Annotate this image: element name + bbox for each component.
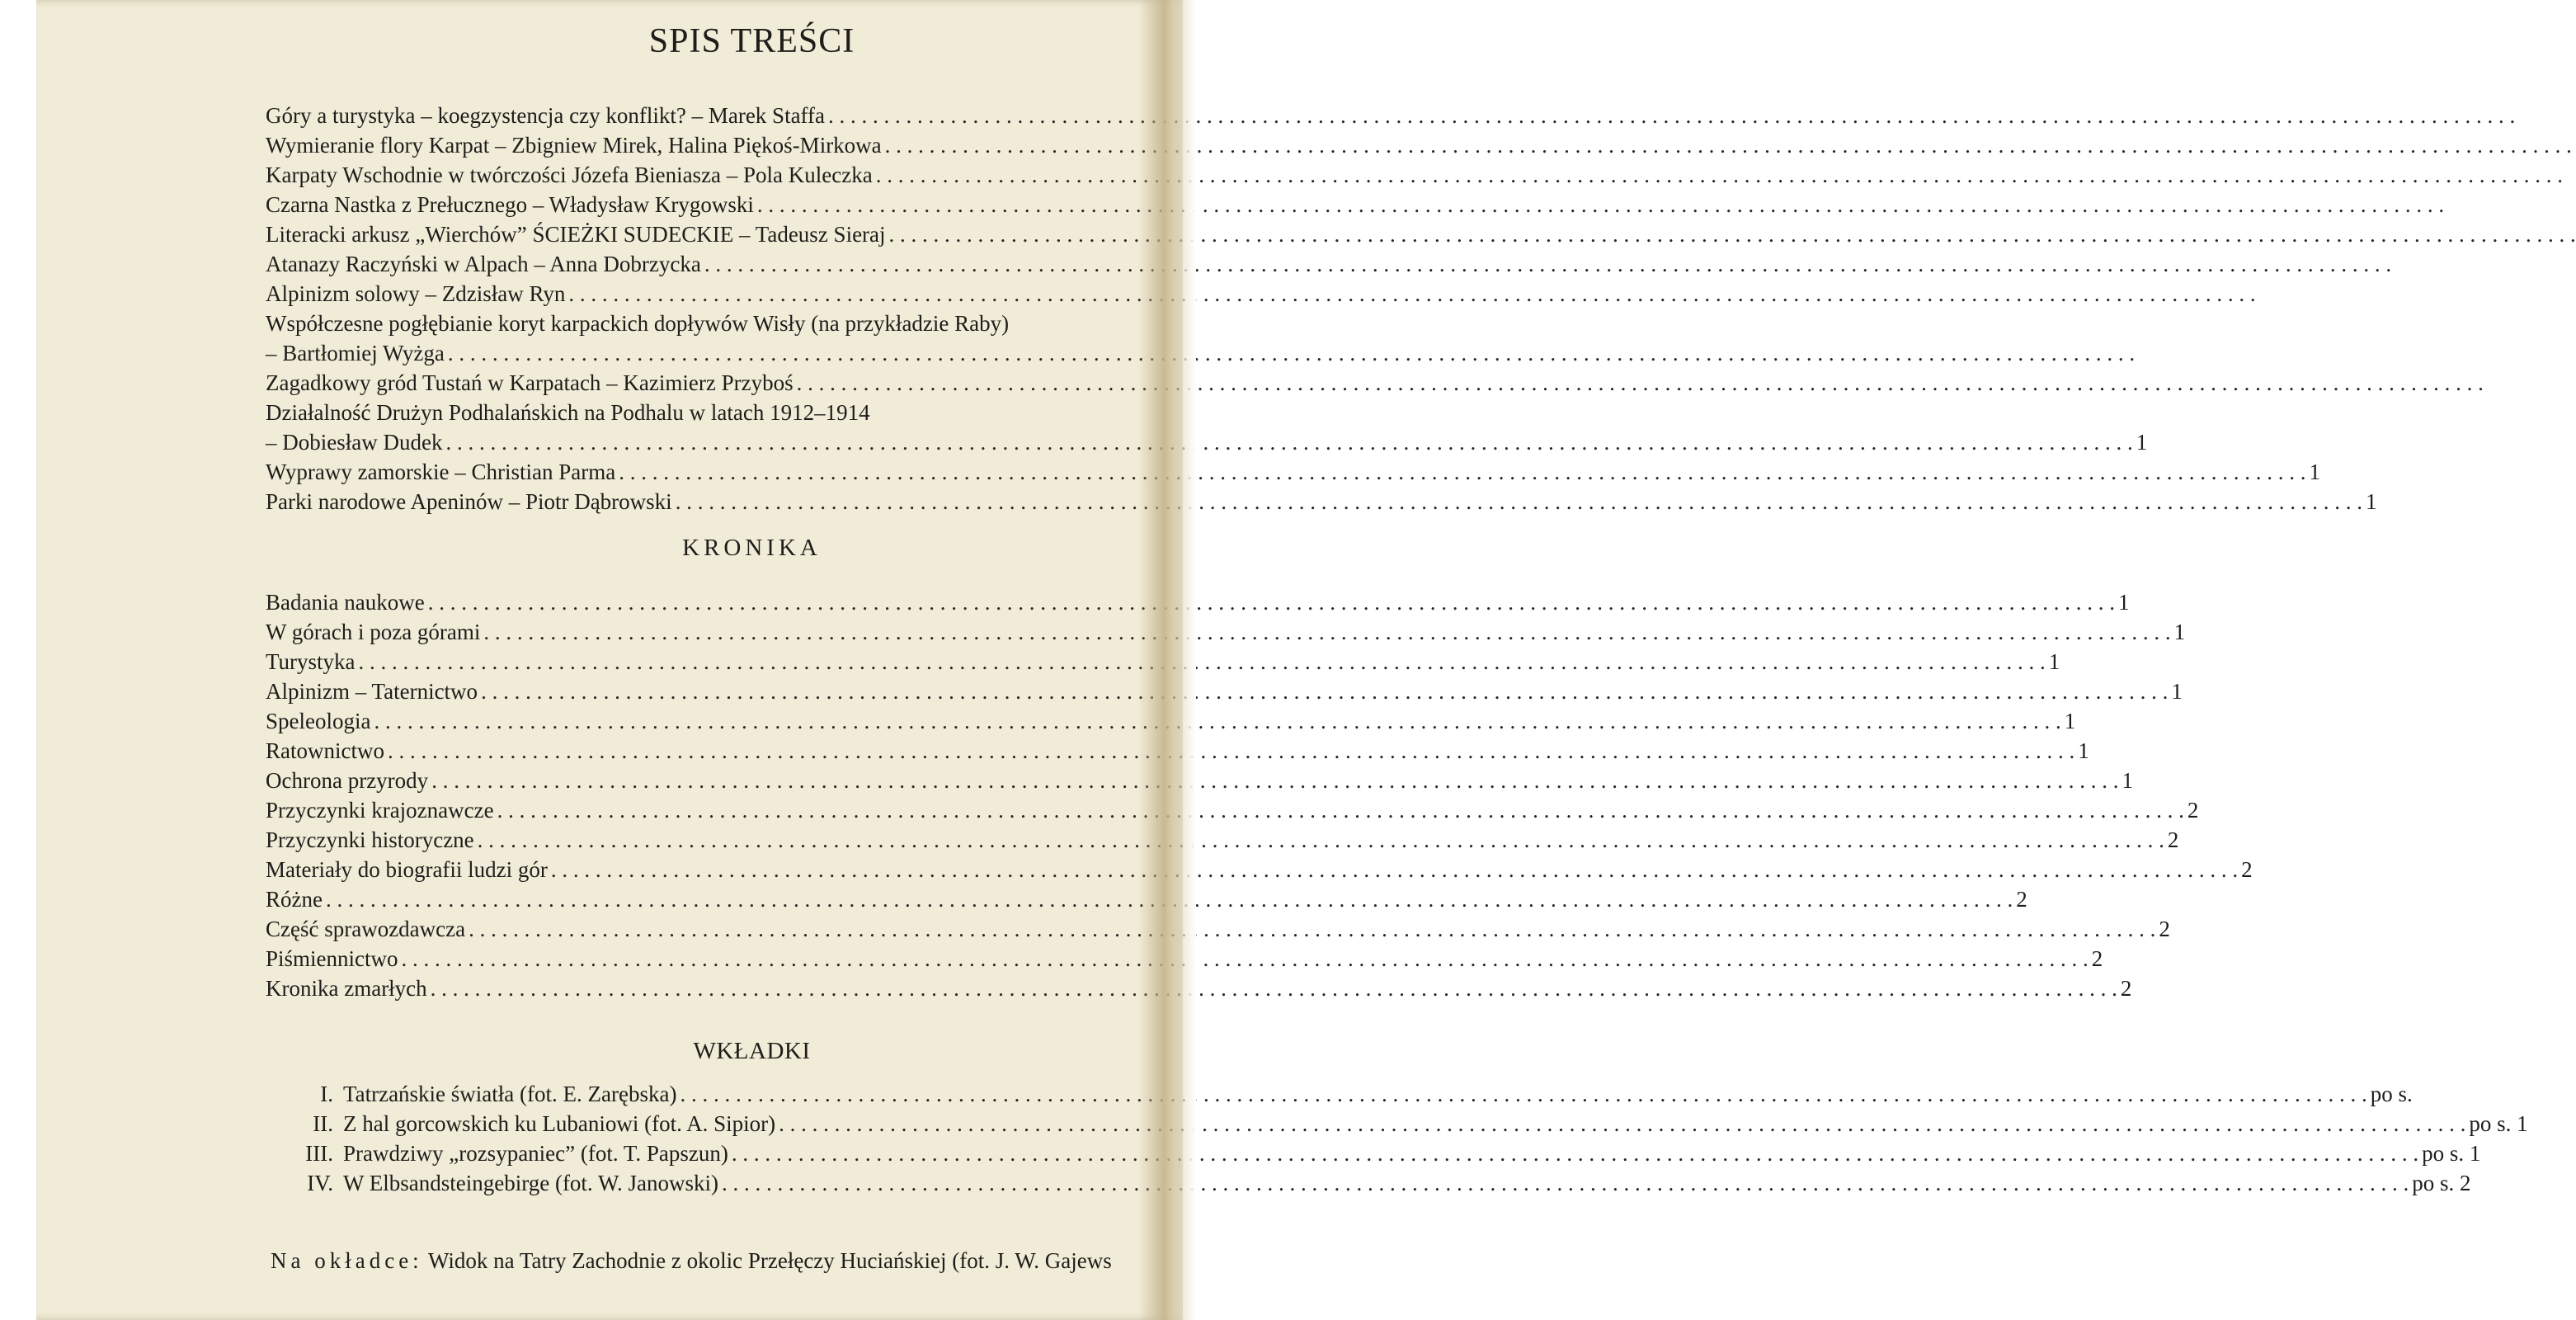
- cover-note-text: Widok na Tatry Zachodnie z okolic Przełęczy Huciańskiej (fot. J. W. Gajews: [427, 1248, 1112, 1273]
- entry-title: Góry a turystyka – koegzystencja czy konflikt? – Marek Staffa: [266, 103, 826, 128]
- dot-leader: [469, 914, 2155, 944]
- list-item: [266, 279, 1189, 309]
- page-reference: po s.: [2370, 1082, 2413, 1106]
- list-item: [266, 427, 2148, 457]
- dot-leader: [445, 427, 2132, 457]
- dot-leader: [359, 647, 2046, 676]
- page-number: 1: [2136, 430, 2148, 455]
- dot-leader: [478, 825, 2164, 855]
- list-item: [266, 647, 2060, 676]
- entry-title: W górach i poza górami: [266, 620, 481, 644]
- dot-leader: [722, 1168, 2409, 1198]
- entry-title: Materiały do biografii ludzi gór: [266, 857, 548, 882]
- dot-leader: [431, 974, 2117, 1003]
- entry-title: Speleologia: [266, 709, 371, 733]
- dot-leader: [551, 855, 2238, 884]
- list-item: [266, 825, 2179, 855]
- list-item: [266, 368, 1189, 398]
- entry-title: Ochrona przyrody: [266, 768, 429, 793]
- list-item: [266, 766, 2133, 795]
- entry-title: Alpinizm solowy – Zdzisław Ryn: [266, 281, 566, 306]
- list-item: [266, 914, 2170, 944]
- entry-title: Z hal gorcowskich ku Lubaniowi (fot. A. Sipior): [343, 1111, 776, 1136]
- page-reference: po s. 2: [2412, 1171, 2471, 1195]
- page-reference: po s. 1: [2469, 1111, 2528, 1136]
- cover-note: [271, 1248, 1112, 1274]
- entry-title: Literacki arkusz „Wierchów” ŚCIEŻKI SUDECKIE – Tadeusz Sieraj: [266, 222, 886, 247]
- list-item: [284, 1079, 2413, 1109]
- page-number: 1: [2365, 489, 2377, 514]
- dot-leader: [732, 1138, 2418, 1168]
- entry-title: Badania naukowe: [266, 590, 425, 615]
- page-number: 1: [2173, 620, 2186, 644]
- list-item: [266, 101, 1189, 130]
- list-item: [266, 617, 2186, 647]
- page-number: 1: [2171, 679, 2183, 704]
- page-number: 1: [2309, 460, 2321, 484]
- wkladki-heading: WKŁADKI: [693, 1038, 811, 1064]
- page-title: SPIS TREŚCI: [648, 22, 855, 60]
- entry-title: Przyczynki krajoznawcze: [266, 798, 494, 823]
- list-item: [266, 706, 2076, 736]
- list-item: [284, 1138, 2481, 1168]
- list-item: [284, 1168, 2471, 1198]
- list-item: [266, 338, 1189, 368]
- list-item: [266, 795, 2199, 825]
- contents-list: [266, 101, 2377, 516]
- entry-title: Alpinizm – Taternictwo: [266, 679, 478, 704]
- entry-title: – Bartłomiej Wyżga: [266, 341, 445, 365]
- list-item: [266, 587, 2130, 617]
- entry-title: Parki narodowe Apeninów – Piotr Dąbrowski: [266, 489, 672, 514]
- dot-leader: [497, 795, 2184, 825]
- dot-leader: [619, 457, 2305, 487]
- entry-title: Przyczynki historyczne: [266, 827, 474, 852]
- dot-leader: [481, 676, 2168, 706]
- dot-leader: [483, 617, 2170, 647]
- entry-title: Wymieranie flory Karpat – Zbigniew Mirek, Halina Piękoś-Mirkowa: [266, 133, 882, 158]
- dot-leader: [704, 249, 2391, 279]
- entry-title: Atanazy Raczyński w Alpach – Anna Dobrzycka: [266, 252, 701, 276]
- page-reference: po s. 1: [2422, 1141, 2481, 1166]
- cover-note-lead: Na okładce:: [271, 1248, 423, 1273]
- dot-leader: [431, 766, 2118, 795]
- list-item: [266, 855, 2253, 884]
- entry-title: Współczesne pogłębianie koryt karpackich dopływów Wisły (na przykładzie Raby): [266, 311, 1010, 336]
- page-number: 2: [2241, 857, 2253, 882]
- list-item: [266, 676, 2183, 706]
- page-number: 2: [2159, 917, 2170, 941]
- list-item: [284, 1109, 2528, 1138]
- page-number: 2: [2187, 798, 2199, 823]
- page-number: 1: [2122, 768, 2133, 793]
- dot-leader: [448, 338, 2135, 368]
- page-number: 1: [2078, 738, 2089, 763]
- dot-leader: [374, 706, 2060, 736]
- kronika-heading: KRONIKA: [682, 535, 822, 561]
- entry-title: Tatrzańskie światła (fot. E. Zarębska): [343, 1082, 677, 1106]
- page-number: 1: [2117, 590, 2130, 615]
- entry-title: Zagadkowy gród Tustań w Karpatach – Kazimierz Przyboś: [266, 370, 794, 395]
- wkladki-list: [284, 1079, 2528, 1198]
- entry-title: Turystyka: [266, 649, 356, 674]
- list-item: [266, 190, 1189, 219]
- entry-title: Wyprawy zamorskie – Christian Parma: [266, 460, 616, 484]
- dot-leader: [828, 101, 2515, 130]
- entry-title: Czarna Nastka z Prełucznego – Władysław Krygowski: [266, 192, 754, 217]
- dot-leader: [676, 487, 2362, 516]
- book-page: [36, 0, 2528, 1320]
- entry-title: W Elbsandsteingebirge (fot. W. Janowski): [343, 1171, 718, 1195]
- list-item: [266, 309, 1189, 338]
- entry-title: – Dobiesław Dudek: [266, 430, 443, 455]
- dot-leader: [388, 736, 2074, 766]
- dot-leader: [757, 190, 2444, 219]
- roman-numeral: II.: [313, 1111, 333, 1136]
- entry-title: Karpaty Wschodnie w twórczości Józefa Bieniasza – Pola Kuleczka: [266, 163, 873, 187]
- page-number: 1: [2048, 649, 2060, 674]
- entry-title: Część sprawozdawcza: [266, 917, 466, 941]
- entry-title: Prawdziwy „rozsypaniec” (fot. T. Papszun): [343, 1141, 728, 1166]
- kronika-list: [266, 587, 2253, 1003]
- dot-leader: [779, 1109, 2465, 1138]
- list-item: [266, 160, 1189, 190]
- entry-title: Piśmiennictwo: [266, 946, 398, 971]
- roman-numeral: IV.: [307, 1171, 333, 1195]
- list-item: [266, 130, 1189, 160]
- entry-title: Działalność Drużyn Podhalańskich na Podhalu w latach 1912–1914: [266, 400, 870, 425]
- entry-title: Kronika zmarłych: [266, 976, 427, 1001]
- page-number: 2: [2120, 976, 2132, 1001]
- dot-leader: [680, 1079, 2366, 1109]
- list-item: [266, 219, 1189, 249]
- list-item: [266, 944, 2103, 974]
- dot-leader: [568, 279, 2255, 309]
- page-number: 2: [2167, 827, 2179, 852]
- dot-leader: [402, 944, 2089, 974]
- list-item: [266, 398, 1189, 427]
- dot-leader: [876, 160, 2563, 190]
- entry-title: Różne: [266, 887, 323, 912]
- roman-numeral: III.: [305, 1141, 333, 1166]
- list-item: [266, 736, 2089, 766]
- list-item: [266, 974, 2132, 1003]
- list-item: [266, 884, 2027, 914]
- list-item: [266, 457, 2321, 487]
- dot-leader: [428, 587, 2115, 617]
- list-item: [266, 487, 2377, 516]
- entry-title: Ratownictwo: [266, 738, 384, 763]
- roman-numeral: I.: [320, 1082, 333, 1106]
- page-number: 2: [2016, 887, 2027, 912]
- list-item: [266, 249, 1189, 279]
- page-number: 1: [2064, 709, 2076, 733]
- page-gutter: [1138, 0, 1196, 1320]
- page-number: 2: [2091, 946, 2103, 971]
- dot-leader: [797, 368, 2484, 398]
